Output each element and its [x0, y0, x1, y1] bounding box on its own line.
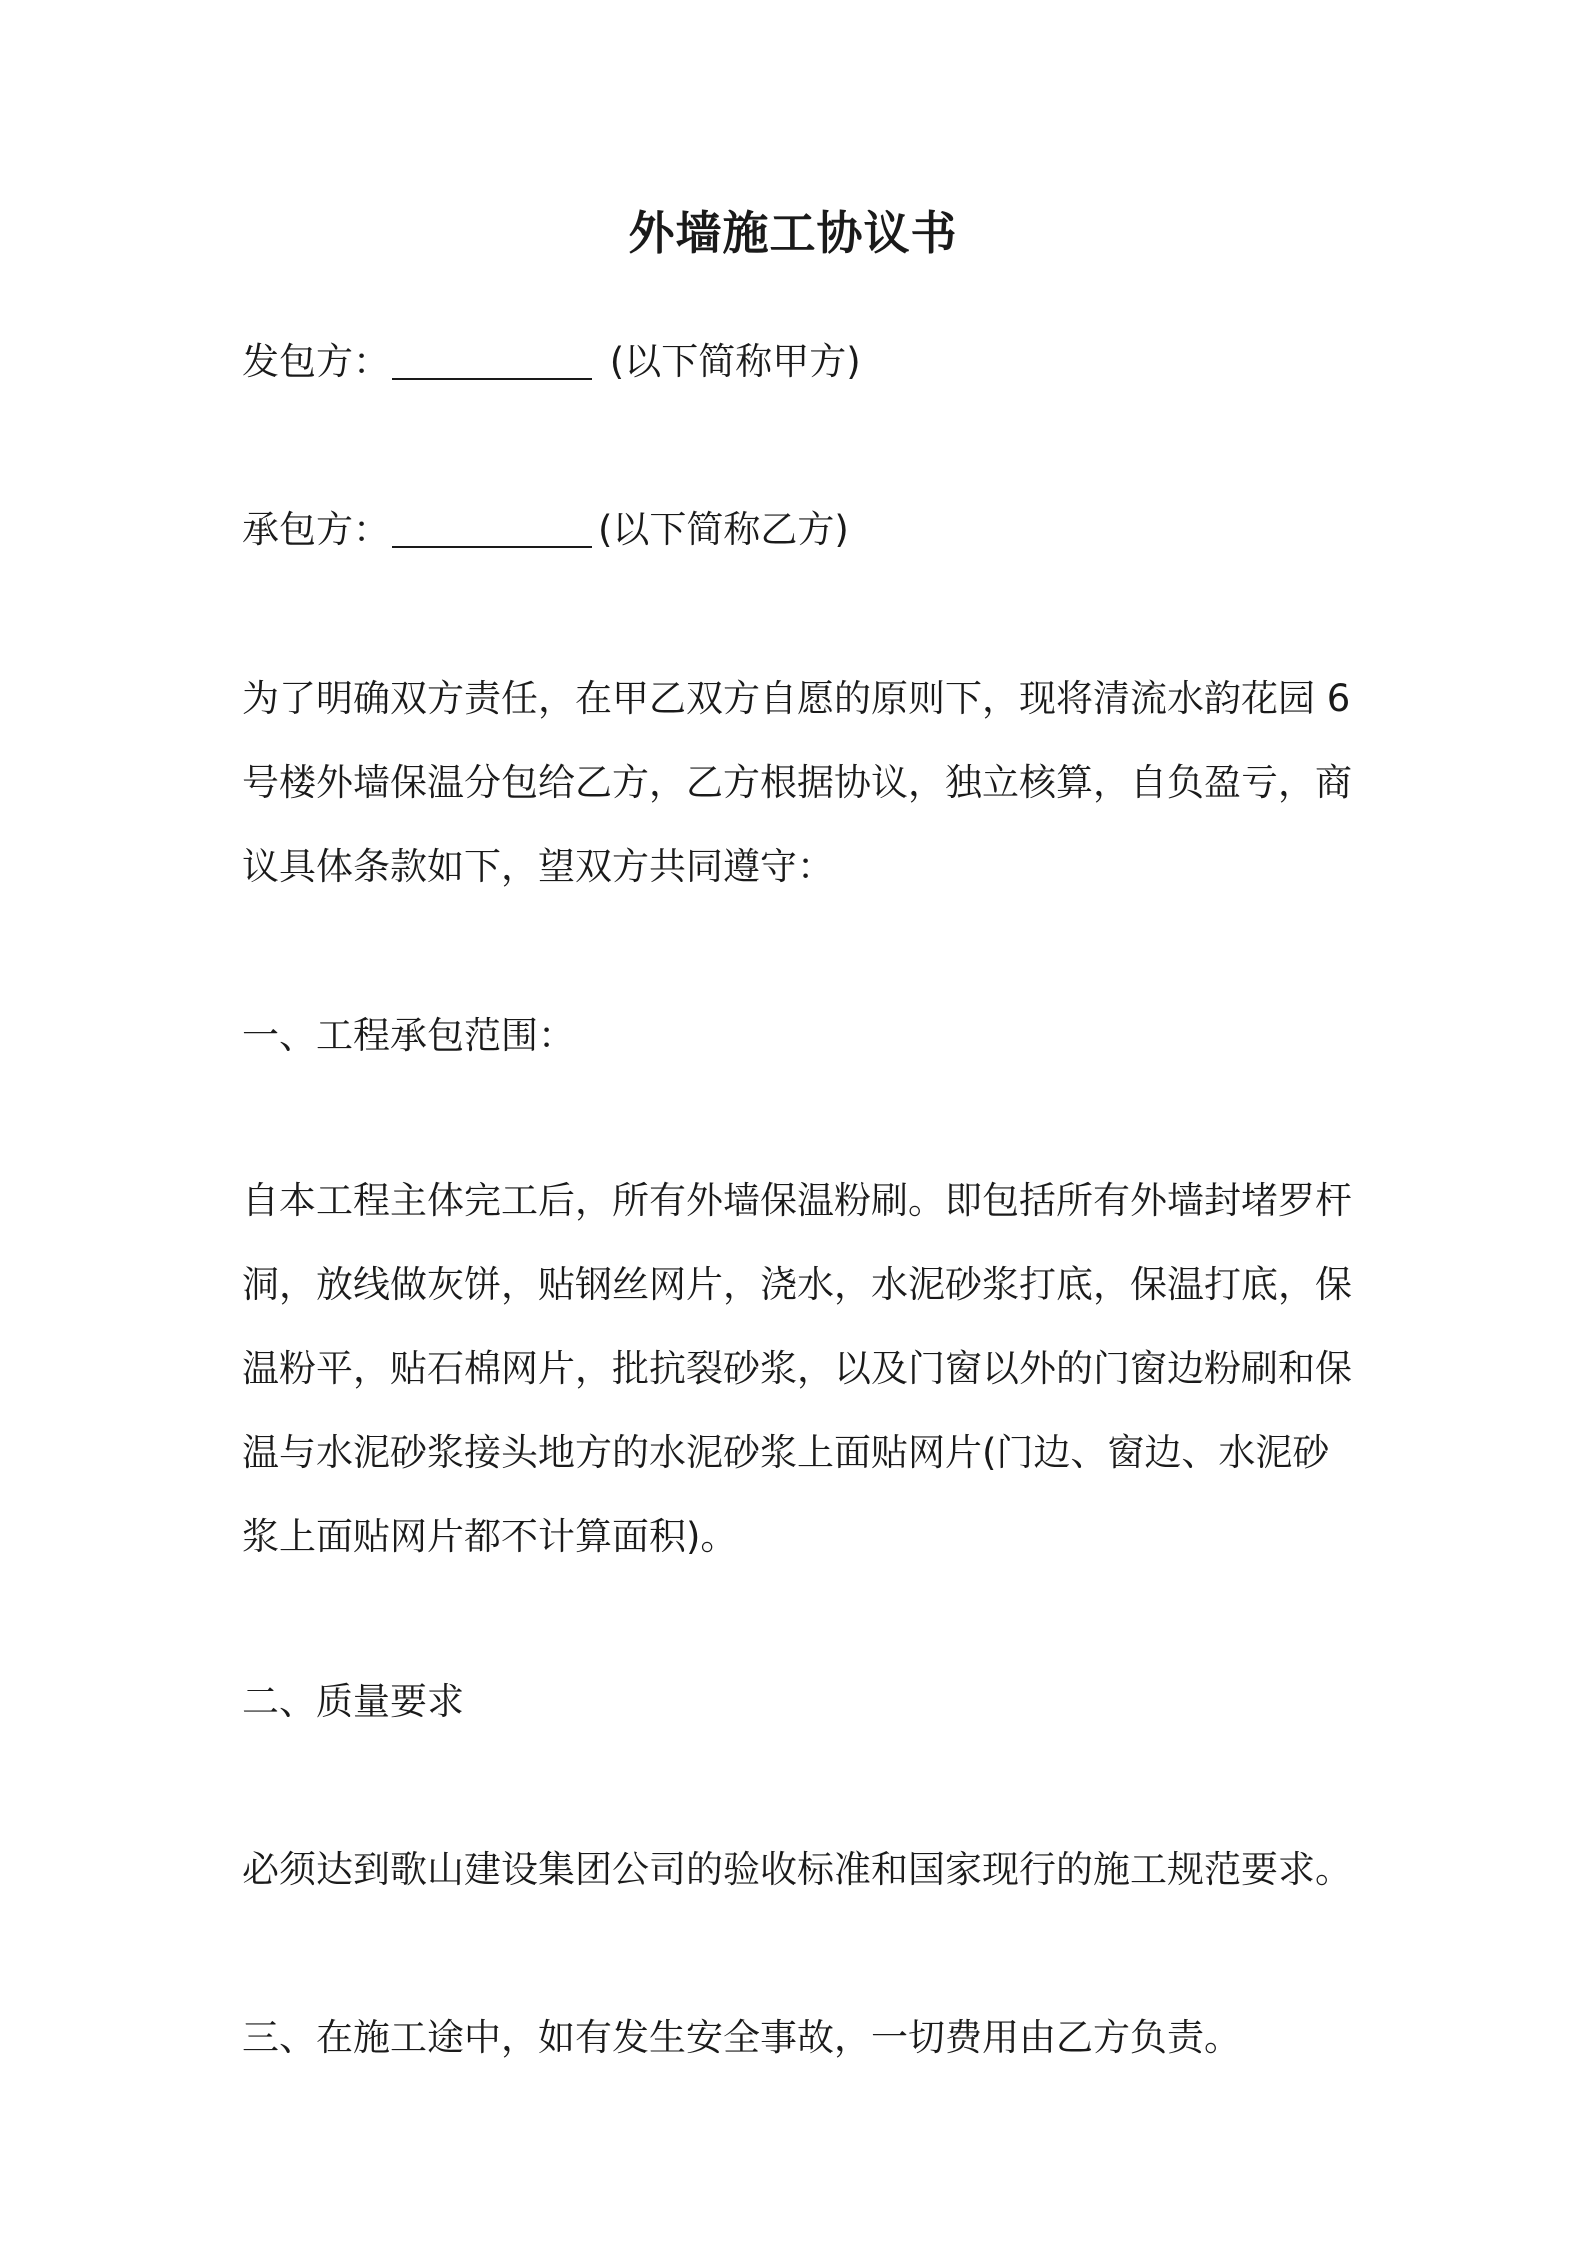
intro-line: 号楼外墙保温分包给乙方，乙方根据协议，独立核算，自负盈亏，商	[242, 761, 1352, 804]
document-title: 外墙施工协议书	[628, 206, 958, 260]
party-b-label: 承包方：	[242, 508, 390, 551]
party-a-blank	[392, 338, 592, 380]
party-b-line	[242, 500, 1362, 560]
section1-paragraph	[242, 1159, 1362, 1579]
section1-line: 洞，放线做灰饼，贴钢丝网片，浇水，水泥砂浆打底，保温打底，保	[242, 1263, 1352, 1306]
party-b-suffix: (以下简称乙方)	[598, 508, 849, 551]
intro-paragraph	[242, 657, 1362, 909]
party-b-blank	[392, 506, 592, 548]
section3-heading: 三、在施工途中，如有发生安全事故，一切费用由乙方负责。	[242, 2016, 1241, 2059]
section1-line: 温与水泥砂浆接头地方的水泥砂浆上面贴网片(门边、窗边、水泥砂	[242, 1431, 1330, 1474]
party-a-line	[242, 332, 1362, 392]
section1-line: 浆上面贴网片都不计算面积)。	[242, 1515, 738, 1558]
party-a-suffix: (以下简称甲方)	[598, 340, 861, 383]
intro-line: 为了明确双方责任，在甲乙双方自愿的原则下，现将清流水韵花园 6	[242, 677, 1351, 720]
section1-heading: 一、工程承包范围：	[242, 1014, 575, 1057]
party-a-label: 发包方：	[242, 340, 390, 383]
section1-line: 自本工程主体完工后，所有外墙保温粉刷。即包括所有外墙封堵罗杆	[242, 1179, 1352, 1222]
section2-heading: 二、质量要求	[242, 1680, 464, 1723]
intro-line: 议具体条款如下，望双方共同遵守：	[242, 845, 834, 888]
section2-text: 必须达到歌山建设集团公司的验收标准和国家现行的施工规范要求。	[242, 1848, 1352, 1891]
section1-line: 温粉平，贴石棉网片，批抗裂砂浆，以及门窗以外的门窗边粉刷和保	[242, 1347, 1352, 1390]
